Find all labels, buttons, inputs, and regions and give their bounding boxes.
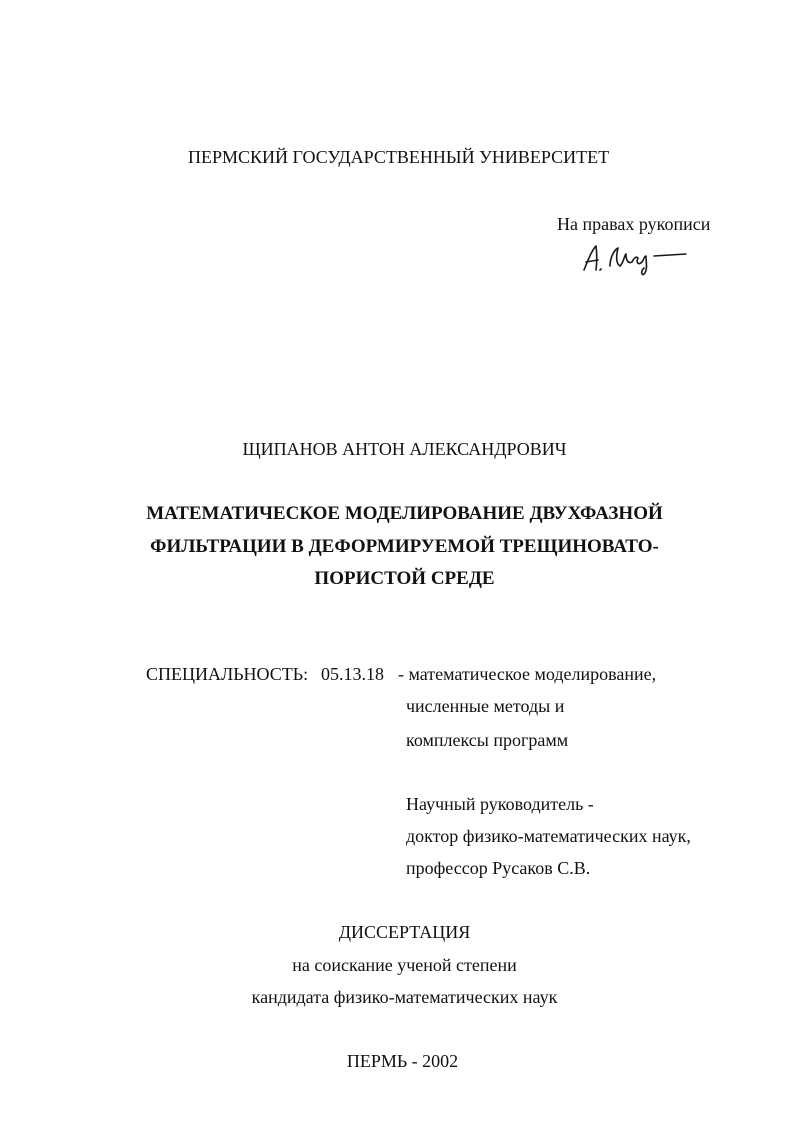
dissertation-heading: ДИССЕРТАЦИЯ <box>338 922 471 942</box>
degree-line: кандидата физико-математических наук <box>251 987 558 1007</box>
title-line: ПОРИСТОЙ СРЕДЕ <box>314 568 495 589</box>
manuscript-note: На правах рукописи <box>557 214 711 234</box>
title-line: ФИЛЬТРАЦИИ В ДЕФОРМИРУЕМОЙ ТРЕЩИНОВАТО- <box>150 536 659 557</box>
specialty-label: СПЕЦИАЛЬНОСТЬ: <box>146 664 309 684</box>
supervisor-line: доктор физико-математических наук, <box>406 826 691 846</box>
supervisor-line: профессор Русаков С.В. <box>406 858 591 878</box>
author-name: ЩИПАНОВ АНТОН АЛЕКСАНДРОВИЧ <box>242 439 567 459</box>
title-line: МАТЕМАТИЧЕСКОЕ МОДЕЛИРОВАНИЕ ДВУХФАЗНОЙ <box>146 503 663 524</box>
specialty-description-line: - математическое моделирование, <box>398 664 657 684</box>
degree-line: на соискание ученой степени <box>292 955 517 975</box>
handwritten-signature <box>578 240 698 280</box>
supervisor-line: Научный руководитель - <box>406 794 594 814</box>
university-name: ПЕРМСКИЙ ГОСУДАРСТВЕННЫЙ УНИВЕРСИТЕТ <box>188 147 610 167</box>
specialty-code: 05.13.18 <box>321 664 384 684</box>
specialty-description-line: численные методы и <box>406 696 565 716</box>
specialty-description-line: комплексы программ <box>406 730 569 750</box>
city-year: ПЕРМЬ - 2002 <box>346 1051 459 1071</box>
